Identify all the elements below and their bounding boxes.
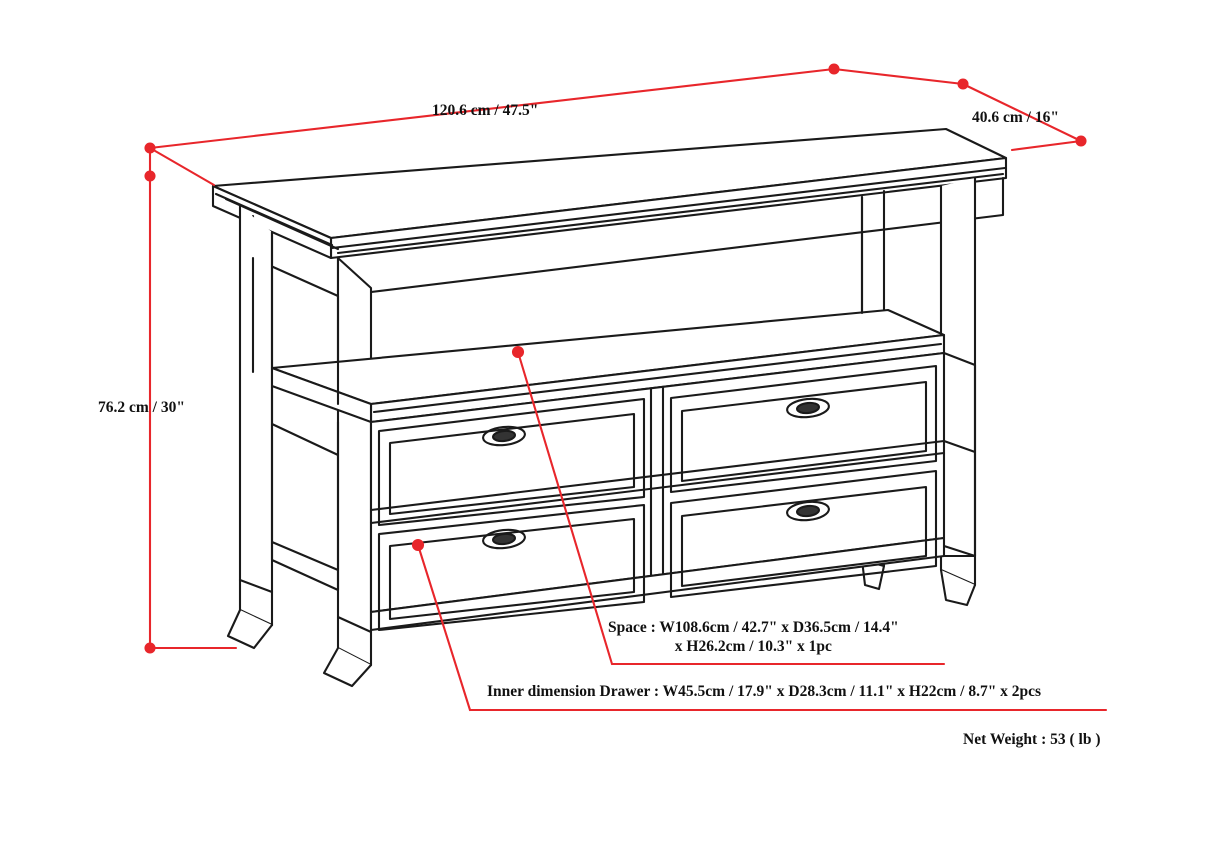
inner-drawer-callout: Inner dimension Drawer : W45.5cm / 17.9" x D28.3cm / 11.1" x H22cm / 8.7" x 2pcs bbox=[487, 683, 1042, 700]
width-dimension-label: 120.6 cm / 47.5" bbox=[432, 102, 539, 119]
net-weight-label: Net Weight : 53 ( lb ) bbox=[963, 731, 1101, 748]
space-callout-line-2: x H26.2cm / 10.3" x 1pc bbox=[674, 638, 832, 656]
space-callout bbox=[608, 618, 899, 657]
height-dimension-label: 76.2 cm / 30" bbox=[98, 399, 185, 416]
depth-dimension-label: 40.6 cm / 16" bbox=[972, 109, 1059, 126]
space-callout-line-1: Space : W108.6cm / 42.7" x D36.5cm / 14.4" bbox=[608, 619, 899, 636]
